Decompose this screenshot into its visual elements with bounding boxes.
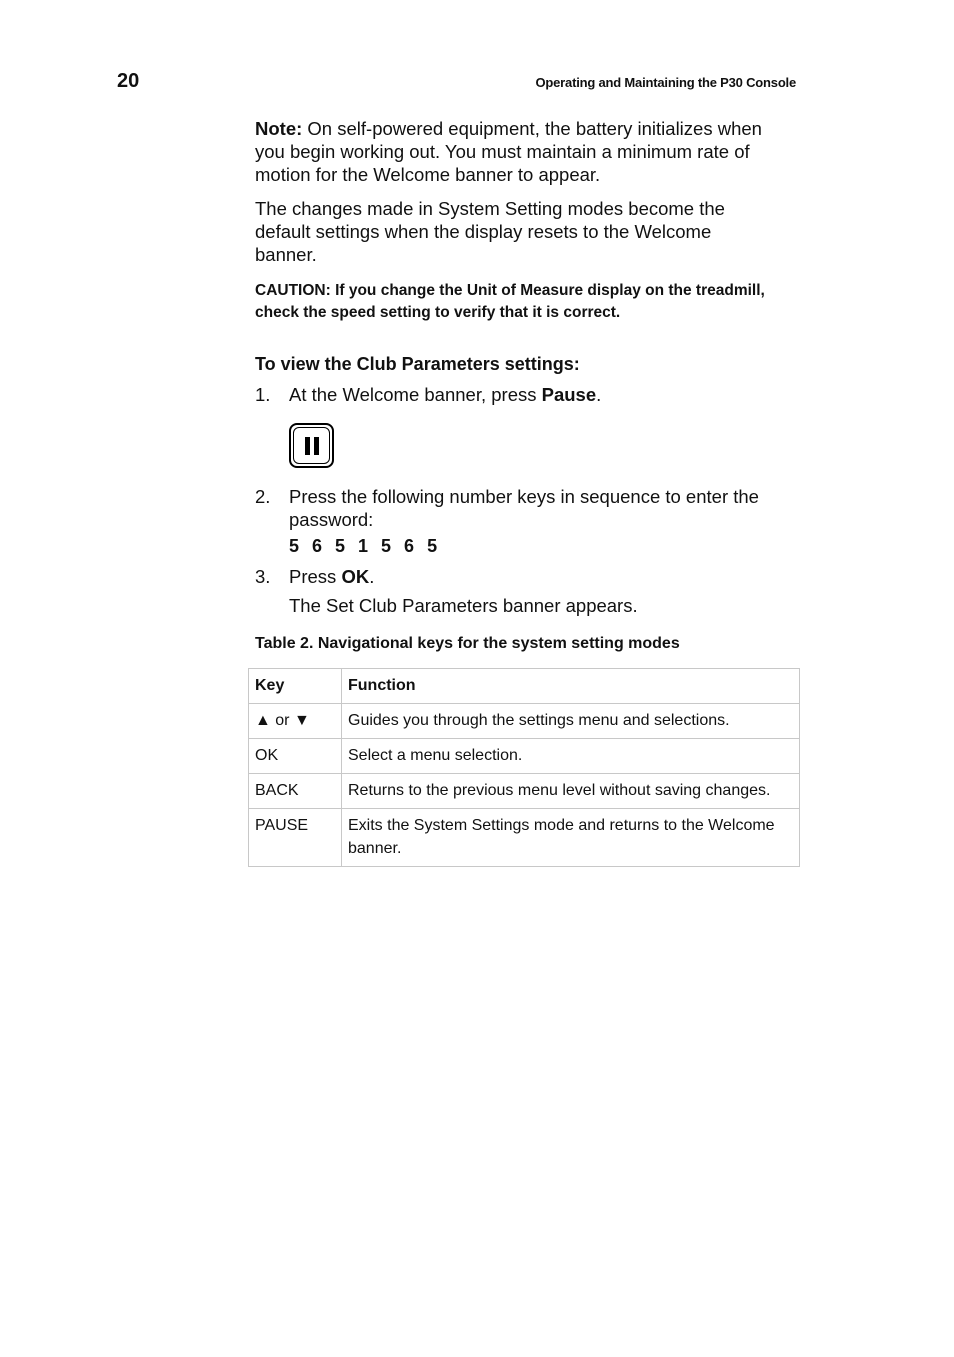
table-row (249, 809, 800, 867)
table-row (249, 739, 800, 774)
procedure-heading: To view the Club Parameters settings: (255, 354, 580, 374)
running-header: Operating and Maintaining the P30 Console (535, 75, 796, 90)
navigation-keys-table (248, 668, 800, 867)
password-sequence: 5 6 5 1 5 6 5 (289, 536, 442, 556)
step-3-post: . (369, 566, 375, 587)
table-caption: Table 2. Navigational keys for the system setting modes (255, 635, 680, 652)
step-1-number: 1. (255, 384, 271, 405)
step-1-text (289, 383, 799, 406)
function-cell: Select a menu selection. (342, 739, 800, 774)
key-cell: OK (249, 739, 342, 774)
function-cell: Exits the System Settings mode and returns to the Welcome banner. (342, 809, 800, 867)
system-setting-paragraph: The changes made in System Setting modes become the default settings when the display resets to the Welcome banner. (255, 198, 725, 265)
note-paragraph (255, 117, 795, 186)
step-3-bold: OK (341, 566, 370, 587)
step-2-number: 2. (255, 486, 271, 507)
step-2-text: Press the following number keys in sequence to enter the password: (289, 486, 759, 530)
key-cell: PAUSE (249, 809, 342, 867)
pause-icon (305, 437, 310, 455)
key-cell: ▲ or ▼ (249, 704, 342, 739)
table-row (249, 774, 800, 809)
note-text: On self-powered equipment, the battery initializes when you begin working out. You must maintain a minimum rate of motion for the Welcome banner to appear. (255, 118, 762, 185)
header-key: Key (249, 669, 342, 704)
table-header-row (249, 669, 800, 704)
pause-icon-bar (314, 437, 319, 455)
step-1-bold: Pause (541, 384, 597, 405)
note-label: Note: (255, 118, 303, 139)
pause-key-illustration (289, 423, 334, 468)
header-function: Function (342, 669, 800, 704)
key-cell: BACK (249, 774, 342, 809)
step-3-pre: Press (289, 566, 342, 587)
function-cell: Returns to the previous menu level without saving changes. (342, 774, 800, 809)
table-row (249, 704, 800, 739)
step-3-text (289, 565, 799, 588)
step-3-number: 3. (255, 566, 271, 587)
page-number: 20 (117, 70, 140, 92)
step-3-result: The Set Club Parameters banner appears. (289, 595, 638, 616)
function-cell: Guides you through the settings menu and selections. (342, 704, 800, 739)
caution-paragraph: CAUTION: If you change the Unit of Measure display on the treadmill, check the speed setting to verify that it is correct. (255, 282, 765, 321)
step-1-post: . (596, 384, 602, 405)
step-1-pre: At the Welcome banner, press (289, 384, 542, 405)
